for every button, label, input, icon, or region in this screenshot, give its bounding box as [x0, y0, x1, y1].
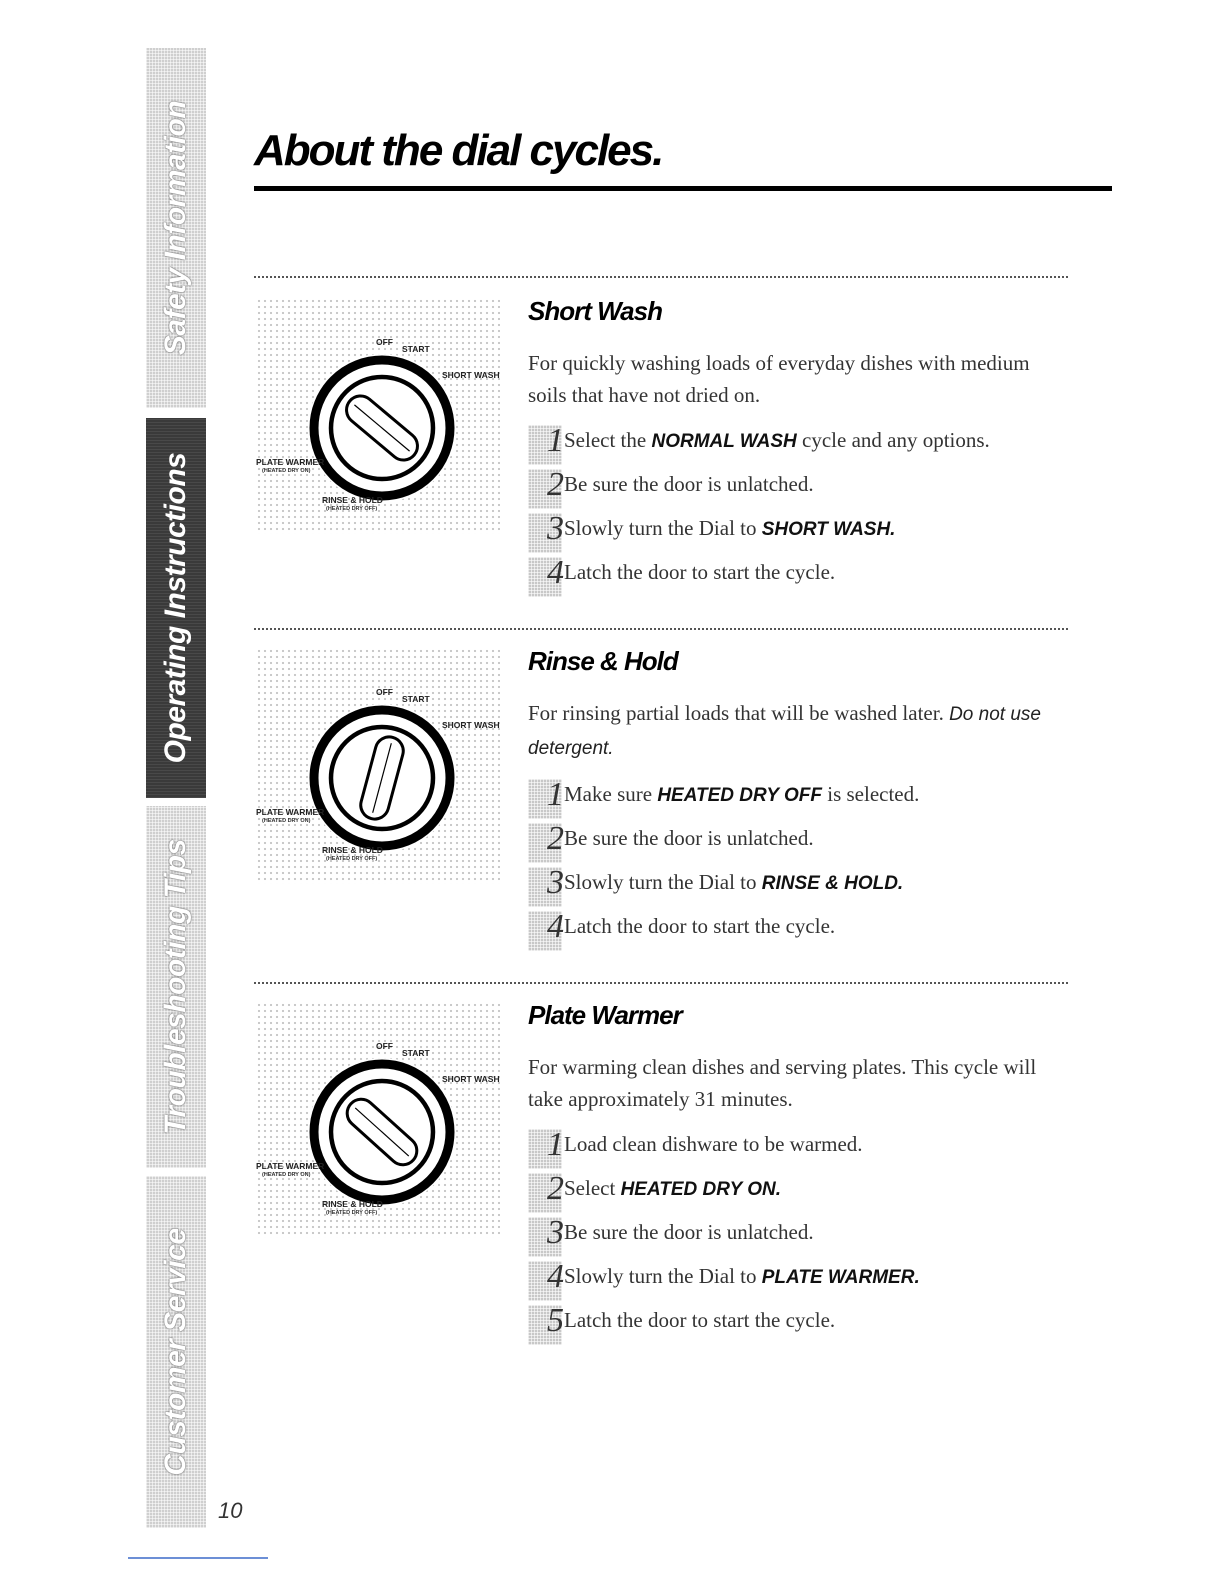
step-text: Latch the door to start the cycle. [564, 560, 836, 584]
section-description: For quickly washing loads of everyday dishes with medium soils that have not dried on. [528, 351, 1030, 407]
dial-label-off: OFF [376, 337, 393, 347]
step-text: Slowly turn the Dial to SHORT WASH. [564, 516, 896, 540]
bottom-link-rule [128, 1557, 268, 1559]
tab-safety-information[interactable] [146, 48, 206, 408]
dial-sublabel-plate-warmer: (HEATED DRY ON) [262, 1172, 311, 1178]
step-number: 2 [528, 469, 562, 509]
dial-label-rinse-hold: RINSE & HOLD [322, 845, 383, 855]
step-item [528, 820, 1068, 867]
step-item [528, 864, 1068, 911]
step-number: 1 [528, 779, 562, 819]
step-text: Be sure the door is unlatched. [564, 1220, 814, 1244]
step-text: Slowly turn the Dial to PLATE WARMER. [564, 1264, 920, 1288]
step-number: 3 [528, 1217, 562, 1257]
tab-divider [146, 1168, 206, 1171]
dial-label-rinse-hold: RINSE & HOLD [322, 1199, 383, 1209]
dial-label-short-wash: SHORT WASH [442, 720, 500, 730]
section-divider [254, 628, 1068, 630]
dial-label-off: OFF [376, 687, 393, 697]
page-number: 10 [218, 1498, 243, 1523]
section-plate-warmer [528, 1000, 1068, 1349]
step-number: 4 [528, 1261, 562, 1301]
tab-divider [146, 408, 206, 411]
section-divider [254, 982, 1068, 984]
dial-label-start: START [402, 1048, 430, 1058]
step-item [528, 422, 1068, 469]
dial-sublabel-plate-warmer: (HEATED DRY ON) [262, 468, 311, 474]
step-number: 4 [528, 557, 562, 597]
step-text: Make sure HEATED DRY OFF is selected. [564, 782, 920, 806]
section-title: Rinse & Hold [528, 646, 678, 676]
tab-label: Operating Instructions [159, 452, 192, 764]
dial-illustration-plate-warmer [256, 1002, 500, 1238]
dial-sublabel-rinse-hold: (HEATED DRY OFF) [326, 856, 378, 862]
step-number: 5 [528, 1305, 562, 1345]
step-item [528, 1302, 1068, 1349]
side-tab-strip [146, 48, 206, 1528]
section-rinse-hold [528, 646, 1068, 955]
dial-graphic [256, 648, 500, 884]
step-text: Latch the door to start the cycle. [564, 914, 836, 938]
dial-label-short-wash: SHORT WASH [442, 370, 500, 380]
step-text: Slowly turn the Dial to RINSE & HOLD. [564, 870, 904, 894]
dial-label-rinse-hold: RINSE & HOLD [322, 495, 383, 505]
dial-sublabel-plate-warmer: (HEATED DRY ON) [262, 818, 311, 824]
tab-label: Troubleshooting Tips [159, 839, 192, 1135]
dial-label-start: START [402, 344, 430, 354]
step-item [528, 466, 1068, 513]
dial-graphic [256, 1002, 500, 1238]
step-text: Be sure the door is unlatched. [564, 472, 814, 496]
dial-illustration-short-wash [256, 298, 500, 534]
tab-label: Safety Information [159, 100, 192, 356]
dial-label-plate-warmer: PLATE WARMER [256, 1161, 325, 1171]
tab-customer-service[interactable] [146, 1176, 206, 1528]
step-text: Be sure the door is unlatched. [564, 826, 814, 850]
dial-label-plate-warmer: PLATE WARMER [256, 807, 325, 817]
step-text: Latch the door to start the cycle. [564, 1308, 836, 1332]
section-short-wash [528, 296, 1068, 601]
dial-illustration-rinse-hold [256, 648, 500, 884]
description-note: Do not use detergent. [528, 704, 1041, 759]
step-item [528, 1214, 1068, 1261]
tab-divider [146, 798, 206, 801]
step-number: 2 [528, 823, 562, 863]
step-number: 4 [528, 911, 562, 951]
title-rule [254, 186, 1112, 191]
page-title: About the dial cycles. [254, 126, 663, 175]
step-item [528, 510, 1068, 557]
dial-label-plate-warmer: PLATE WARMER [256, 457, 325, 467]
step-number: 1 [528, 1129, 562, 1169]
section-title: Plate Warmer [528, 1000, 682, 1030]
step-item [528, 1170, 1068, 1217]
description-text: For rinsing partial loads that will be washed later. [528, 701, 944, 725]
step-item [528, 554, 1068, 601]
step-number: 1 [528, 425, 562, 465]
section-description [528, 697, 1068, 765]
section-description: For warming clean dishes and serving plates. This cycle will take approximately 31 minutes. [528, 1055, 1037, 1111]
step-number: 2 [528, 1173, 562, 1213]
step-item [528, 908, 1068, 955]
tab-troubleshooting-tips[interactable] [146, 806, 206, 1168]
step-text: Select HEATED DRY ON. [564, 1176, 782, 1200]
step-number: 3 [528, 513, 562, 553]
step-text: Load clean dishware to be warmed. [564, 1132, 863, 1156]
section-divider [254, 276, 1068, 278]
section-title: Short Wash [528, 296, 662, 326]
tab-operating-instructions[interactable] [146, 418, 206, 798]
step-item [528, 1258, 1068, 1305]
step-item [528, 1126, 1068, 1173]
tab-label: Customer Service [159, 1228, 192, 1476]
dial-label-short-wash: SHORT WASH [442, 1074, 500, 1084]
dial-label-start: START [402, 694, 430, 704]
step-text: Select the NORMAL WASH cycle and any options. [564, 428, 990, 452]
dial-sublabel-rinse-hold: (HEATED DRY OFF) [326, 506, 378, 512]
dial-label-off: OFF [376, 1041, 393, 1051]
step-number: 3 [528, 867, 562, 907]
dial-graphic [256, 298, 500, 534]
step-item [528, 776, 1068, 823]
dial-sublabel-rinse-hold: (HEATED DRY OFF) [326, 1210, 378, 1216]
